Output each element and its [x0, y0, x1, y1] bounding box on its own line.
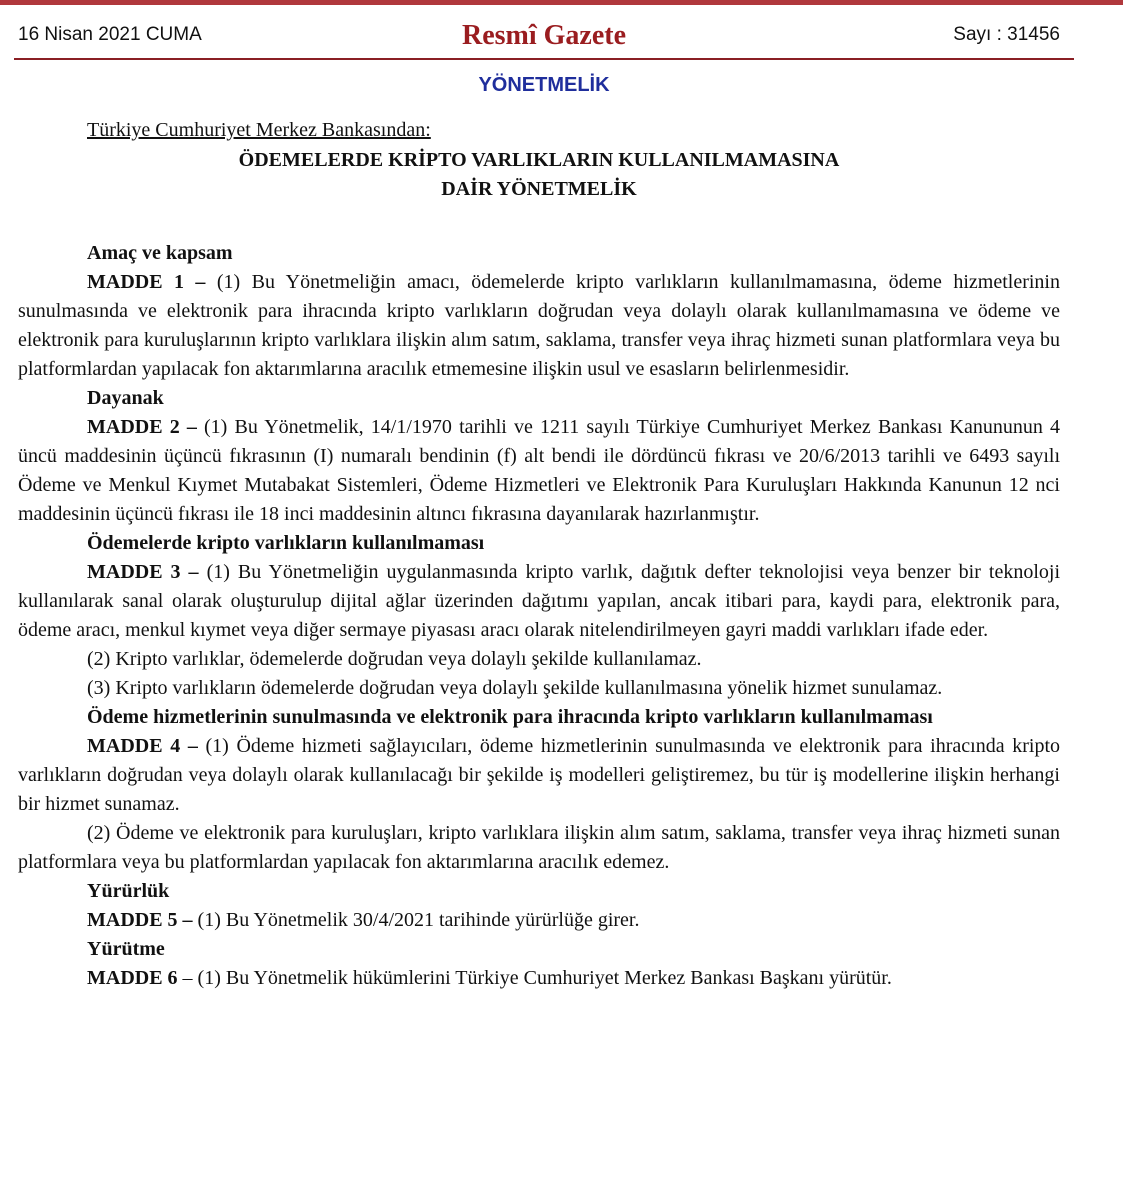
section-type: YÖNETMELİK [478, 74, 610, 96]
article-4-label: MADDE 4 – [87, 735, 198, 757]
article-5-heading: Yürürlük [87, 880, 170, 902]
article-6-heading: Yürütme [87, 938, 165, 960]
article-1-label: MADDE 1 – [87, 271, 206, 293]
article-4-paragraph-2: (2) Ödeme ve elektronik para kuruluşları, kripto varlıklara ilişkin alım satım, saklama, transfer veya ihraç hizmeti sunan platformlara veya bu platformlardan yapılacak fon aktarımlarına aracılık edemez. [18, 822, 1060, 873]
issue-number: Sayı : 31456 [953, 24, 1060, 45]
top-rule [0, 0, 1123, 5]
article-3-paragraph-3: (3) Kripto varlıkların ödemelerde doğrudan veya dolaylı şekilde kullanılmasına yönelik hizmet sunulamaz. [87, 677, 943, 699]
gazette-title: Resmî Gazete [461, 20, 627, 51]
article-5-paragraph-1 [18, 906, 1060, 935]
article-4-heading: Ödeme hizmetlerinin sunulmasında ve elektronik para ihracında kripto varlıkların kullanılmaması [87, 706, 933, 728]
article-1-text: (1) Bu Yönetmeliğin amacı, ödemelerde kripto varlıkların kullanılmamasına, ödeme hizmetlerinin sunulmasında ve elektronik para ihracında kripto varlıkların doğrudan veya dolaylı olarak kullanılmamasına ve ödeme ve elektronik para kuruluşlarının kripto varlıklara ilişkin alım satım, saklama, transfer veya ihraç hizmeti sunan platformlara veya bu platformlardan yapılacak fon aktarımlarına aracılık etmemesine ilişkin usul ve esasların belirlenmesidir. [18, 271, 1060, 380]
article-2-heading: Dayanak [87, 387, 164, 409]
article-2-text: (1) Bu Yönetmelik, 14/1/1970 tarihli ve 1211 sayılı Türkiye Cumhuriyet Merkez Bankası Kanununun 4 üncü maddesinin üçüncü fıkrasının (I) numaralı bendinin (f) alt bendi ile dördüncü fıkrası ve 20/6/2013 tarihli ve 6493 sayılı Ödeme ve Menkul Kıymet Mutabakat Sistemleri, Ödeme Hizmetleri ve Elektronik Para Kuruluşları Hakkında Kanunun 12 nci maddesinin üçüncü fıkrası ile 18 inci maddesinin altıncı fıkrasına dayanılarak hazırlanmıştır. [18, 416, 1060, 525]
article-5-text: (1) Bu Yönetmelik 30/4/2021 tarihinde yürürlüğe girer. [192, 909, 640, 931]
regulation-title-line-2: DAİR YÖNETMELİK [441, 178, 637, 200]
article-4-text: (1) Ödeme hizmeti sağlayıcıları, ödeme hizmetlerinin sunulmasında ve elektronik para ihracında kripto varlıkların doğrudan veya dolaylı olarak kullanılacağı bir şekilde iş modelleri geliştiremez, bu tür iş modellerine ilişkin herhangi bir hizmet sunamaz. [18, 735, 1060, 815]
regulation-title [18, 146, 1060, 204]
regulation-title-line-1: ÖDEMELERDE KRİPTO VARLIKLARIN KULLANILMAMASINA [238, 149, 840, 171]
article-3-heading: Ödemelerde kripto varlıkların kullanılmaması [87, 532, 485, 554]
article-3-label: MADDE 3 – [87, 561, 199, 583]
article-6-label: MADDE 6 [87, 967, 178, 989]
article-3-text: (1) Bu Yönetmeliğin uygulanmasında kripto varlık, dağıtık defter teknolojisi veya benzer bir teknoloji kullanılarak sanal olarak oluşturulup dijital ağlar üzerinden dağıtımı yapılan, ancak itibari para, kaydi para, elektronik para, ödeme aracı, menkul kıymet veya diğer sermaye piyasası aracı olarak nitelendirilmeyen gayri maddi varlıkları ifade eder. [18, 561, 1060, 641]
article-2-paragraph-1 [18, 413, 1060, 529]
article-1-paragraph-1 [18, 268, 1060, 384]
issuer: Türkiye Cumhuriyet Merkez Bankasından: [87, 119, 431, 141]
article-6-paragraph-1 [18, 964, 1060, 993]
article-1-heading: Amaç ve kapsam [87, 242, 233, 264]
issue-date: 16 Nisan 2021 CUMA [18, 24, 202, 45]
article-4-paragraph-1 [18, 732, 1060, 819]
article-3-paragraph-1 [18, 558, 1060, 645]
article-6-text: – (1) Bu Yönetmelik hükümlerini Türkiye Cumhuriyet Merkez Bankası Başkanı yürütür. [177, 967, 892, 989]
article-3-paragraph-2: (2) Kripto varlıklar, ödemelerde doğrudan veya dolaylı şekilde kullanılamaz. [87, 648, 702, 670]
article-5-label: MADDE 5 – [87, 909, 193, 931]
article-2-label: MADDE 2 – [87, 416, 197, 438]
gazette-header [14, 14, 1074, 60]
regulation-document [18, 116, 1060, 993]
